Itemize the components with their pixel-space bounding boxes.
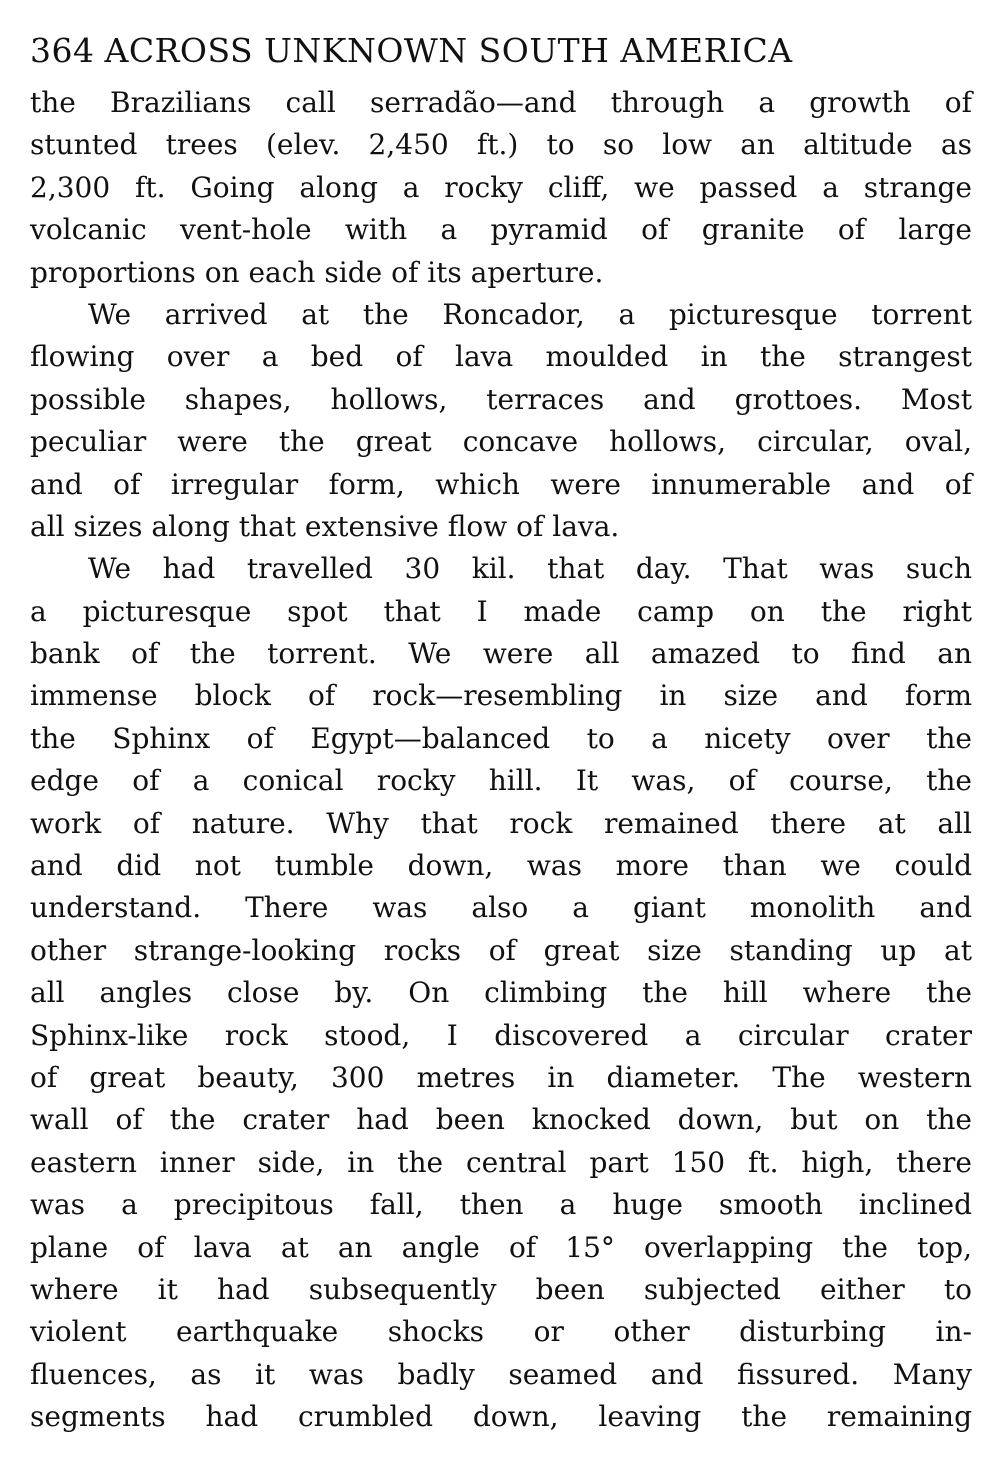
text-line: all sizes along that extensive flow of lava.	[30, 509, 620, 543]
page-number: 364	[30, 31, 95, 70]
text-line: fluences, as it was badly seamed and fissured. Many	[30, 1357, 972, 1391]
text-line: proportions on each side of its aperture.	[30, 255, 604, 289]
text-line: and of irregular form, which were innumerable and of	[30, 467, 972, 501]
text-line: of great beauty, 300 metres in diameter. The western	[30, 1060, 972, 1094]
text-line: wall of the crater had been knocked down, but on the	[30, 1103, 972, 1137]
text-line: other strange-looking rocks of great size standing up at	[30, 933, 972, 967]
text-line: peculiar were the great concave hollows, circular, oval,	[30, 425, 972, 459]
text-line: We had travelled 30 kil. that day. That was such	[88, 552, 972, 586]
text-line: We arrived at the Roncador, a picturesque torrent	[88, 297, 972, 331]
book-title: ACROSS UNKNOWN SOUTH AMERICA	[104, 31, 793, 70]
text-line: work of nature. Why that rock remained there at all	[30, 806, 972, 840]
text-line: where it had subsequently been subjected either to	[30, 1272, 972, 1306]
text-line: all angles close by. On climbing the hill where the	[30, 976, 972, 1010]
text-line: bank of the torrent. We were all amazed to find an	[30, 637, 972, 671]
text-line: edge of a conical rocky hill. It was, of course, the	[30, 764, 972, 798]
text-line: immense block of rock—resembling in size and form	[30, 679, 972, 713]
text-line: Sphinx-like rock stood, I discovered a circular crater	[30, 1018, 972, 1052]
text-line: possible shapes, hollows, terraces and grottoes. Most	[30, 382, 972, 416]
text-line: and did not tumble down, was more than we could	[30, 849, 972, 883]
text-line: stunted trees (elev. 2,450 ft.) to so low an altitude as	[30, 128, 972, 162]
text-line: flowing over a bed of lava moulded in the strangest	[30, 340, 972, 374]
body-text	[30, 82, 972, 1439]
text-line: a picturesque spot that I made camp on the right	[30, 594, 972, 628]
text-line: was a precipitous fall, then a huge smooth inclined	[30, 1188, 972, 1222]
text-line: segments had crumbled down, leaving the remaining	[30, 1400, 972, 1434]
text-line: understand. There was also a giant monolith and	[30, 891, 972, 925]
text-line: eastern inner side, in the central part 150 ft. high, there	[30, 1145, 972, 1179]
text-line: plane of lava at an angle of 15° overlapping the top,	[30, 1230, 972, 1264]
text-line: the Sphinx of Egypt—balanced to a nicety over the	[30, 721, 972, 755]
text-line: violent earthquake shocks or other disturbing in-	[30, 1315, 972, 1349]
text-line: the Brazilians call serradão—and through a growth of	[30, 86, 972, 119]
text-line: volcanic vent-hole with a pyramid of granite of large	[30, 213, 972, 247]
text-line: 2,300 ft. Going along a rocky cliff, we passed a strange	[30, 170, 972, 204]
running-header	[30, 28, 980, 74]
